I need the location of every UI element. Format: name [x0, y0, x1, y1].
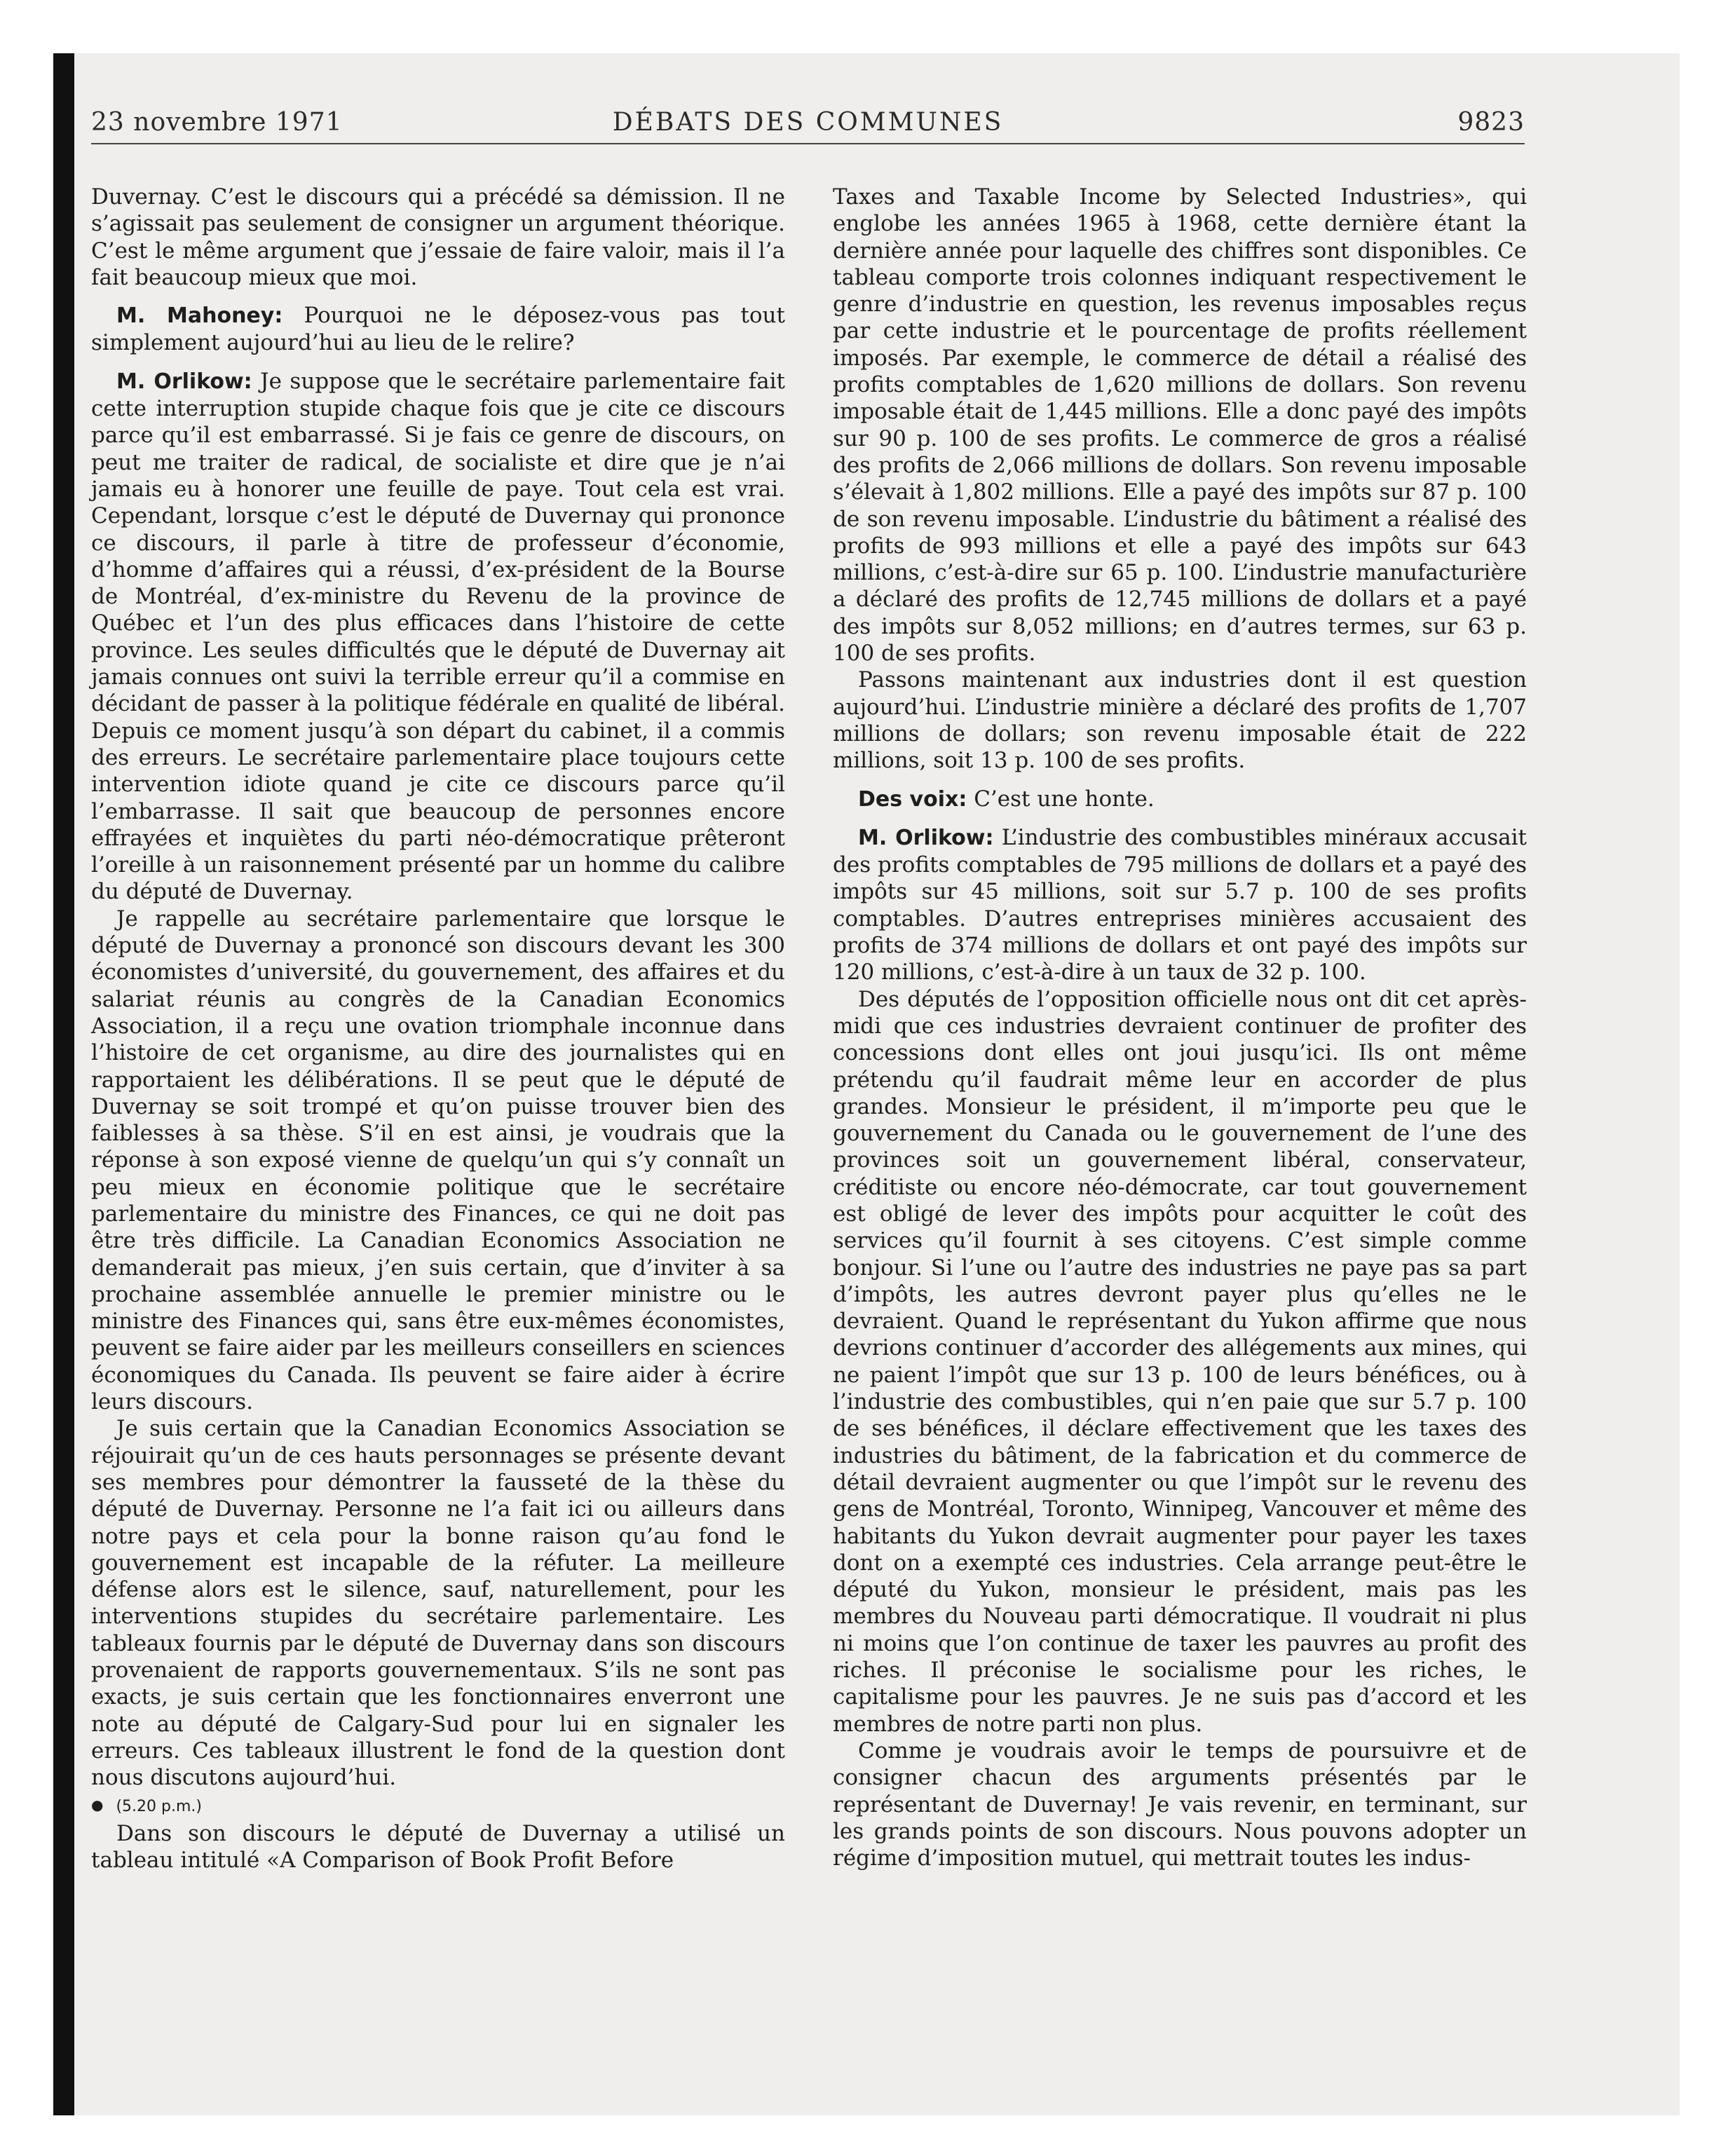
right-column [833, 184, 1527, 1871]
paragraph: Comme je voudrais avoir le temps de poursuivre et de consigner chacun des arguments présentés par le représentant de Duvernay! Je vais revenir, en terminant, sur les grands points de son discours. Nous pouvons adopter un régime d’imposition mutuel, qui mettrait toutes les indus- [833, 1738, 1527, 1871]
speaker-name: M. Orlikow: [116, 369, 252, 394]
paragraph: Taxes and Taxable Income by Selected Industries», qui englobe les années 1965 à 1968, cette dernière étant la dernière année pour laquelle des chiffres sont disponibles. Ce tableau comporte trois colonnes indiquant respectivement le genre d’industrie en question, les revenus imposables reçus par cette industrie et le pourcentage de profits réellement imposés. Par exemple, le commerce de détail a réalisé des profits comptables de 1,620 millions de dollars. Son revenu imposable était de 1,445 millions. Elle a donc payé des impôts sur 90 p. 100 de ses profits. Le commerce de gros a réalisé des profits de 2,066 millions de dollars. Son revenu imposable s’élevait à 1,802 millions. Elle a payé des impôts sur 87 p. 100 de son revenu imposable. L’industrie du bâtiment a réalisé des profits de 993 millions et elle a payé des impôts sur 643 millions, c’est-à-dire sur 65 p. 100. L’industrie manufacturière a déclaré des profits de 12,745 millions de dollars et a payé des impôts sur 8,052 millions; en d’autres termes, sur 63 p. 100 de ses profits. [833, 184, 1527, 667]
speech-text: C’est une honte. [967, 786, 1155, 812]
speech-text: L’industrie des combustibles minéraux accusait des profits comptables de 795 millions de dollars et a payé des impôts sur 45 millions, soit sur 5.7 p. 100 de ses profits comptables. D’autres entreprises minières accusaient des profits de 374 millions de dollars et ont payé des impôts sur 120 millions, c’est-à-dire à un taux de 32 p. 100. [833, 824, 1527, 985]
speech-paragraph [833, 824, 1527, 986]
bullet-icon: ● [91, 1796, 104, 1813]
paragraph: Des députés de l’opposition officielle nous ont dit cet après-midi que ces industries devraient continuer de profiter des concessions dont elles ont joui jusqu’ici. Ils ont même prétendu qu’il faudrait même leur en accorder de plus grandes. Monsieur le président, il m’importe peu que le gouvernement du Canada ou le gouvernement de l’une des provinces soit un gouvernement libéral, conservateur, créditiste ou encore néo-démocrate, car tout gouvernement est obligé de lever des impôts pour acquitter le coût des services qu’il fournit à ses citoyens. C’est simple comme bonjour. Si l’une ou l’autre des industries ne paye pas sa part d’impôts, les autres devront payer plus qu’elles ne le devraient. Quand le représentant du Yukon affirme que nous devrions continuer d’accorder des allégements aux mines, qui ne paient l’impôt que sur 13 p. 100 de leurs bénéfices, ou à l’industrie des combustibles, qui n’en paie que sur 5.7 p. 100 de ses bénéfices, il déclare effectivement que les taxes des industries du bâtiment, de la fabrication et du commerce de détail devraient augmenter ou que l’impôt sur le revenu des gens de Montréal, Toronto, Winnipeg, Vancouver et même des habitants du Yukon devrait augmenter pour payer les taxes dont on a exempté ces industries. Cela arrange peut-être le député du Yukon, monsieur le président, mais pas les membres du Nouveau parti démocratique. Il voudrait ni plus ni moins que l’on continue de taxer les pauvres au profit des riches. Il préconise le socialisme pour les riches, le capitalisme pour les pauvres. Je ne suis pas d’accord et les membres de notre parti non plus. [833, 986, 1527, 1737]
speech-text: Pourquoi ne le déposez-vous pas tout simplement aujourd’hui au lieu de le relire? [91, 303, 785, 356]
header-title: DÉBATS DES COMMUNES [612, 108, 1004, 137]
speaker-name: M. Orlikow: [858, 825, 994, 850]
speech-paragraph [91, 302, 785, 357]
page-header [91, 102, 1525, 144]
speech-paragraph [833, 786, 1527, 813]
time-marker [91, 1792, 785, 1820]
header-page-number: 9823 [1457, 108, 1525, 137]
paragraph: Passons maintenant aux industries dont il est question aujourd’hui. L’industrie minière a déclaré des profits de 1,707 millions de dollars; son revenu imposable était de 222 millions, soit 13 p. 100 de ses profits. [833, 667, 1527, 774]
speaker-name: Des voix: [858, 786, 967, 812]
paragraph: Je suis certain que la Canadian Economics Association se réjouirait qu’un de ces hauts personnages se présente devant ses membres pour démontrer la fausseté de la thèse du député de Duvernay. Personne ne l’a fait ici ou ailleurs dans notre pays et cela pour la bonne raison qu’au fond le gouvernement est incapable de la réfuter. La meilleure défense alors est le silence, sauf, naturellement, pour les interventions stupides du secrétaire parlementaire. Les tableaux fournis par le député de Duvernay dans son discours provenaient de rapports gouvernementaux. S’ils ne sont pas exacts, je suis certain que les fonctionnaires enverront une note au député de Calgary-Sud pour lui en signaler les erreurs. Ces tableaux illustrent le fond de la question dont nous discutons aujourd’hui. [91, 1416, 785, 1791]
speaker-name: M. Mahoney: [116, 303, 283, 329]
paragraph: Duvernay. C’est le discours qui a précédé sa démission. Il ne s’agissait pas seulement de consigner un argument théorique. C’est le même argument que j’essaie de faire valoir, mais il l’a fait beaucoup mieux que moi. [91, 184, 785, 290]
left-column [91, 184, 785, 1874]
header-date: 23 novembre 1971 [91, 108, 343, 137]
scan-edge [53, 53, 74, 2115]
speech-paragraph [91, 368, 785, 906]
time-text: (5.20 p.m.) [116, 1797, 202, 1815]
paragraph: Dans son discours le député de Duvernay a utilisé un tableau intitulé «A Comparison of Book Profit Before [91, 1820, 785, 1874]
speech-text: Je suppose que le secrétaire parlementaire fait cette interruption stupide chaque fois que je cite ce discours parce qu’il est embarrassé. Si je fais ce genre de discours, on peut me traiter de radical, de socialiste et dire que je n’ai jamais eu à honorer une feuille de paye. Tout cela est vrai. Cependant, lorsque c’est le député de Duvernay qui prononce ce discours, il parle à titre de professeur d’économie, d’homme d’affaires qui a réussi, d’ex-président de la Bourse de Montréal, d’ex-ministre du Revenu de la province de Québec et l’un des plus efficaces dans l’histoire de cette province. Les seules difficultés que le député de Duvernay ait jamais connues ont suivi la terrible erreur qu’il a commise en décidant de passer à la politique fédérale en qualité de libéral. Depuis ce moment jusqu’à son départ du cabinet, il a commis des erreurs. Le secrétaire parlementaire place toujours cette intervention idiote quand je cite ce discours parce qu’il l’embarrasse. Il sait que beaucoup de personnes encore effrayées et inquiètes du parti néo-démocratique prêteront l’oreille à un raisonnement présenté par un homme du calibre du député de Duvernay. [91, 368, 786, 905]
paragraph: Je rappelle au secrétaire parlementaire que lorsque le député de Duvernay a prononcé son discours devant les 300 économistes d’université, du gouvernement, des affaires et du salariat réunis au congrès de la Canadian Economics Association, il a reçu une ovation triomphale inconnue dans l’histoire de cet organisme, au dire des journalistes qui en rapportaient les délibérations. Il se peut que le député de Duvernay se soit trompé et qu’on puisse trouver bien des faiblesses à sa thèse. S’il en est ainsi, je voudrais que la réponse à son exposé vienne de quelqu’un qui s’y connaît un peu mieux en économie politique que le secrétaire parlementaire du ministre des Finances, ce qui ne doit pas être très difficile. La Canadian Economics Association ne demanderait pas mieux, j’en suis certain, que d’inviter à sa prochaine assemblée annuelle le premier ministre ou le ministre des Finances qui, sans être eux-mêmes économistes, peuvent se faire aider par les meilleurs conseillers en sciences économiques du Canada. Ils peuvent se faire aider à écrire leurs discours. [91, 906, 785, 1415]
